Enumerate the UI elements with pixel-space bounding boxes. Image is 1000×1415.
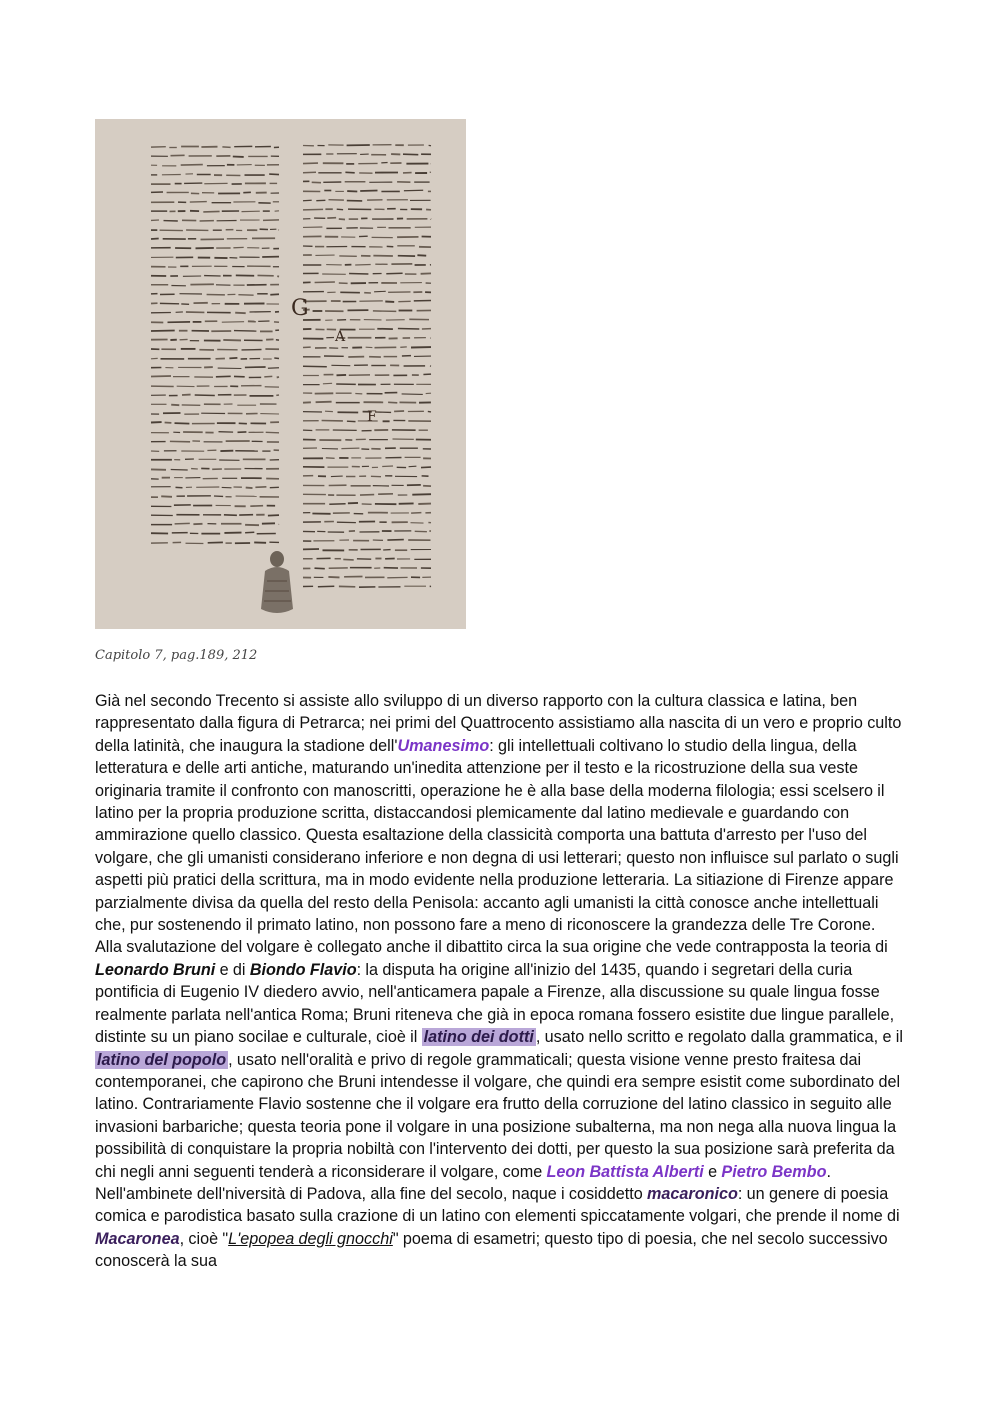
term-leonardo-bruni: Leonardo Bruni	[95, 960, 216, 979]
manuscript-line	[386, 273, 402, 274]
manuscript-line	[382, 466, 393, 467]
manuscript-line	[349, 274, 368, 275]
main-text	[95, 690, 907, 1273]
manuscript-line	[161, 496, 172, 497]
manuscript-line	[374, 291, 386, 292]
text-segment: : la disputa ha origine all'inizio del 1435, quando i segretari della curia pontificia di Eugenio IV diedero avvio, nell'anticamera papale a Firenze, alla discussione su quale lingua fosse realmente parlata nell'antica Roma; Bruni riteneva che già in epoca romana fossero esistite due lingue parallele, distinte su un piano socilae e culturale, cioè il	[95, 960, 895, 1047]
manuscript-line	[151, 239, 159, 240]
manuscript-drawing	[95, 119, 466, 629]
term-latino-del-popolo: latino del popolo	[97, 1050, 227, 1069]
term-macaronico: macaronico	[647, 1184, 738, 1203]
manuscript-line	[345, 172, 354, 173]
manuscript-line	[264, 376, 272, 377]
manuscript-line	[412, 494, 431, 495]
text-segment: " poema di esametri; questo tipo di poesia, che nel secolo successivo conoscerà la sua	[95, 1229, 888, 1271]
manuscript-line	[255, 487, 266, 488]
text-segment: : un genere di poesia comica e parodistica basato sulla crazione di un latino con elementi spiccatamente volgari, che prende il nome di	[95, 1184, 900, 1226]
manuscript-line	[339, 219, 345, 220]
term-latino-dei-dotti: latino dei dotti	[423, 1028, 534, 1047]
manuscript-line	[181, 165, 203, 166]
manuscript-line	[203, 211, 219, 212]
manuscript-line	[411, 513, 421, 514]
manuscript-line	[274, 358, 279, 359]
manuscript-line	[238, 295, 253, 296]
manuscript-line	[171, 470, 188, 471]
manuscript-line	[417, 255, 426, 256]
manuscript-line	[328, 577, 339, 578]
manuscript-line	[421, 467, 431, 468]
figure-caption: Capitolo 7, pag.189, 212	[95, 648, 258, 663]
initial-g: G	[291, 296, 309, 321]
text-segment: Già nel secondo Trecento si assiste allo sviluppo di un diverso rapporto con la cultura classica e latina, ben rappresentato dalla figura di Petrarca; nei primi del Quattrocento assistiamo alla nascita di un vero e proprio culto della latinità, che inaugura la stadione dell'	[95, 692, 902, 755]
term-alberti: Leon Battista Alberti	[546, 1162, 704, 1181]
manuscript-line	[409, 466, 417, 467]
manuscript-line	[315, 282, 335, 283]
manuscript-line	[403, 154, 418, 155]
initial-a: A	[335, 329, 346, 345]
manuscript-line	[223, 340, 241, 341]
manuscript-line	[355, 265, 371, 266]
manuscript-line	[175, 423, 190, 424]
manuscript-line	[303, 209, 323, 210]
manuscript-line	[224, 515, 237, 516]
text-segment: , usato nello scritto e regolato dalla grammatica, e il	[535, 1028, 903, 1047]
manuscript-image	[95, 119, 466, 629]
term-macaronea: Macaronea	[95, 1229, 180, 1248]
manuscript-line	[360, 191, 377, 192]
manuscript-line	[388, 402, 397, 403]
manuscript-line	[360, 495, 374, 496]
manuscript-line	[229, 358, 237, 359]
manuscript-line	[151, 376, 171, 377]
text-segment: . Nell'ambinete dell'niversità di Padova, alla fine del secolo, naque i cosiddetto	[95, 1162, 831, 1203]
manuscript-line	[277, 276, 279, 277]
title-epopea-gnocchi: L'epopea degli gnocchi	[228, 1229, 393, 1248]
text-segment: , cioè "	[179, 1229, 229, 1248]
manuscript-line	[250, 506, 263, 507]
text-segment: Alla svalutazione del volgare è collegato anche il dibattito circa la sua origine che vede contrapposta la teoria di	[95, 938, 888, 957]
manuscript-line	[373, 311, 396, 312]
manuscript-line	[341, 448, 359, 449]
text-segment: e di	[215, 960, 250, 979]
manuscript-line	[268, 368, 279, 369]
manuscript-line	[175, 523, 190, 524]
manuscript-line	[246, 488, 253, 489]
manuscript-line	[263, 220, 279, 221]
manuscript-line	[387, 540, 403, 541]
manuscript-line	[303, 366, 327, 367]
manuscript-line	[316, 402, 332, 403]
manuscript-line	[331, 476, 343, 477]
manuscript-line	[402, 394, 423, 395]
manuscript-line	[234, 331, 256, 332]
manuscript-line	[318, 586, 334, 587]
paragraph-2	[95, 936, 907, 1272]
manuscript-line	[195, 395, 215, 396]
manuscript-line	[303, 163, 318, 164]
term-umanesimo: Umanesimo	[397, 736, 490, 755]
manuscript-line	[151, 331, 175, 332]
manuscript-line	[269, 174, 279, 175]
manuscript-line	[266, 432, 279, 433]
manuscript-line	[190, 202, 207, 203]
manuscript-line	[343, 559, 353, 560]
text-segment: e	[703, 1162, 722, 1181]
manuscript-line	[235, 313, 246, 314]
manuscript-line	[337, 209, 343, 210]
manuscript-line	[428, 411, 431, 412]
manuscript-line	[245, 532, 254, 533]
term-bembo: Pietro Bembo	[721, 1162, 827, 1181]
manuscript-line	[323, 383, 332, 384]
manuscript-line	[171, 405, 179, 406]
manuscript-line	[268, 515, 279, 516]
manuscript-line	[222, 322, 244, 323]
initial-f: F	[367, 409, 377, 425]
manuscript-line	[315, 568, 325, 569]
paragraph-1	[95, 690, 907, 936]
text-segment: , usato nell'oralità e privo di regole grammaticali; questa visione venne presto fraitesa dai contemporanei, che capirono che Bruni intendesse il volgare, che quindi era sempre esistit come subordinato del latino. Contrariamente Flavio sostenne che il volgare era frutto della corruzione del latino classico in seguito alle invasioni barbariche; questa teoria pone il volgare in una posizione subalterna, ma non nega alla nuova lingua la possibilità di conquistare la propria nobiltà con l'intervento dei dotti, per questo la sua posizione sarà preferita da chi negli anni seguenti tenderà a riconsiderare il volgare, come	[95, 1050, 901, 1181]
manuscript-line	[398, 329, 419, 330]
text-segment: : gli intellettuali coltivano lo studio della lingua, della letteratura e delle arti antiche, maturando un'inedita attenzione per il testo e la ricostruzione della sua veste originaria tramite il confronto con manoscritti, operazione he è alla base della moderna filologia; essi scelsero il latino per la propria produzione scritta, distaccandosi plemicamente dal latino medievale e guardando con ammirazione quello classico. Questa esaltazione della classicità comporta una battuta d'arresto per l'uso del volgare, che gli umanisti considerano inferiore e non degna di usi letterari; questo non influisce sul parlato o sugli aspetti più pratici della scrittura, ma in modo evidente nella produzione letteraria. La sitiazione di Firenze appare parzialmente divisa da quella del resto della Penisola: accanto agli umanisti la città conosce anche intellettuali che, pur sostenendo il primato latino, non possono fare a meno di riconoscere la grandezza delle Tre Corone.	[95, 736, 899, 935]
manuscript-line	[326, 458, 335, 459]
term-biondo-flavio: Biondo Flavio	[249, 960, 357, 979]
manuscript-line	[222, 147, 230, 148]
manuscript-line	[216, 376, 231, 377]
